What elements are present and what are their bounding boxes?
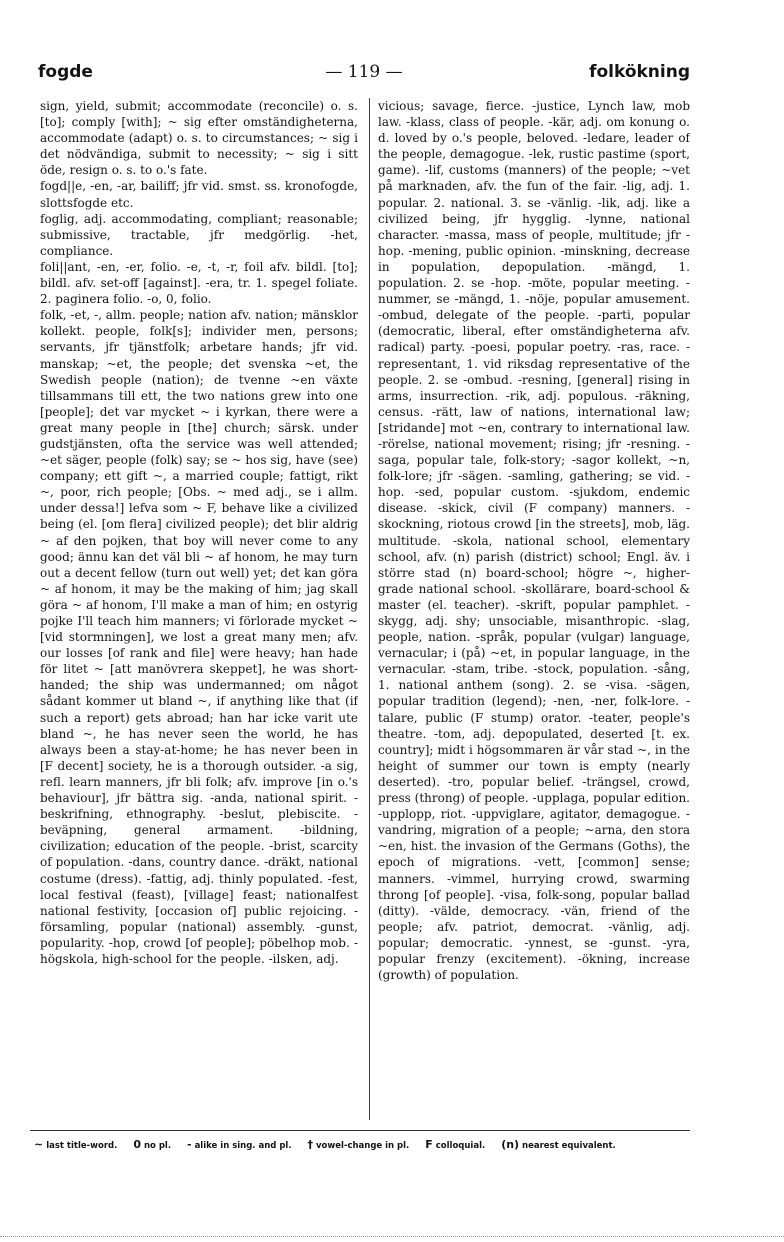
dictionary-entry: folk, -et, -, allm. people; nation afv. nation; mänsklor kollekt. people, folk[s]; individer men, persons; servants, jfr tjänstfolk; arbetare hands; jfr vid. manskap; ~et, the people; det svenska ~et, the Swedish people (nation); de tvenne ~en växte tillsammans till ett, the two nations grew into one [people]; det var mycket ~ i kyrkan, there were a great many people in [the] church; särsk. under gudstjänsten, ofta the service was well attended; ~et säger, people (folk) say; se ~ hos sig, have (see) company; ett gift ~, a married couple; fattigt, rikt ~, poor, rich people; [Obs. ~ med adj., se i allm. under dessa!] lefva som ~ F, behave like a civilized being (el. [om flera] civilized people); det blir aldrig ~ af den pojken, that boy will never come to any good; ännu kan det väl bli ~ af honom, he may turn out a decent fellow (turn out well) yet; det kan göra ~ af honom, it may be the making of him; jag skall göra ~ af honom, I'll make a man of him; en ostyrig pojke I'll teach him manners; vi förlorade mycket ~ [vid stormningen], we lost a great many men; afv. our losses [of rank and file] were heavy; han hade för litet ~ [att manövrera skeppet], he was short-handed; the ship was undermanned; om något sådant kommer ut bland ~, if anything like that (if such a report) gets abroad; han har icke varit ute bland ~, he has never seen the world, he has always been a stay-at-home; he has never been in [F decent] society, he is a thorough outsider. -a sig, refl. learn manners, jfr bli folk; afv. improve [in o.'s behaviour], jfr bättra sig. -anda, national spirit. -beskrifning, ethnography. -beslut, plebiscite. -beväpning, general armament. -bildning, civilization; education of the people. -brist, scarcity of population. -dans, country dance. -dräkt, national costume (dress). -fattig, adj. thinly populated. -fest, local festival (feast), [village] feast; nationalfest national festivity, [occasion of] public rejoicing. -församling, popular (national) assembly. -gunst, popularity. -hop, crowd [of people]; pöbelhop mob. -högskola, high-school for the people. -ilsken, adj. [40,308,358,966]
footer-divider [30,1130,690,1131]
column-divider [369,98,370,1120]
legend-item: (n) nearest equivalent. [501,1138,616,1151]
dictionary-entry: foglig, adj. accommodating, compliant; reasonable; submissive, tractable, jfr medgörlig. -het, compliance. [40,211,358,258]
dictionary-entry: vicious; savage, fierce. -justice, Lynch law, mob law. -klass, class of people. -kär, adj. om konung o. d. loved by o.'s people, beloved. -ledare, leader of the people, demagogue. -lek, rustic pastime (sport, game). -lif, customs (manners) of the people; ~vet på marknaden, afv. the fun of the fair. -lig, adj. 1. popular. 2. national. 3. se -vänlig. -lik, adj. like a civilized being, jfr hygglig. -lynne, national character. -massa, mass of people, multitude; jfr -hop. -mening, public opinion. -minskning, decrease in population, depopulation. -mängd, 1. population. 2. se -hop. -möte, popular meeting. -nummer, se -mängd, 1. -nöje, popular amusement. -ombud, delegate of the people. -parti, popular (democratic, liberal, efter omständigheterna afv. radical) party. -poesi, popular poetry. -ras, race. -representant, 1. vid riksdag representative of the people. 2. se -ombud. -resning, [general] rising in arms, insurrection. -rik, adj. populous. -räkning, census. -rätt, law of nations, international law; [stridande] mot ~en, contrary to international law. -rörelse, national movement; rising; jfr -resning. -saga, popular tale, folk-story; -sagor kollekt, ~n, folk-lore; jfr -sägen. -samling, gathering; se vid. -hop. -sed, popular custom. -sjukdom, endemic disease. -skick, civil (F company) manners. -skockning, riotous crowd [in the streets], mob, läg. multitude. -skola, national school, elementary school, afv. (n) parish (district) school; Engl. äv. i större stad (n) board-school; högre ~, higher-grade national school. -skollärare, board-school & master (el. teacher). -skrift, popular pamphlet. -skygg, adj. shy; unsociable, misanthropic. -slag, people, nation. -språk, popular (vulgar) language, vernacular; i (på) ~et, in popular language, in the vernacular. -stam, tribe. -stock, population. -sång, 1. national anthem (song). 2. se -visa. -sägen, popular tradition (legend); -nen, -ner, folk-lore. -talare, public (F stump) orator. -teater, people's theatre. -tom, adj. depopulated, deserted [t. ex. country]; midt i högsommaren är vår stad ~, in the height of summer our town is empty (nearly deserted). -tro, popular belief. -trängsel, crowd, press (throng) of people. -upplaga, popular edition. -upplopp, riot. -uppviglare, agitator, demagogue. -vandring, migration of a people; ~arna, den stora ~en, hist. the invasion of the Germans (Goths), the epoch of migrations. -vett, [common] sense; manners. -vimmel, hurrying crowd, swarming throng [of people]. -visa, folk-song, popular ballad (ditty). -välde, democracy. -vän, friend of the people; afv. patriot, democrat. -vänlig, adj. popular; democratic. -ynnest, se -gunst. -yra, popular frenzy (excitement). -ökning, increase (growth) of population. [378,99,690,983]
page-number: — 119 — [325,62,403,82]
right-column [378,98,690,1122]
legend-item: - alike in sing. and pl. [187,1138,292,1151]
dictionary-entry: fogd||e, -en, -ar, bailiff; jfr vid. smst. ss. kronofogde, slottsfogde etc. [40,179,358,210]
running-header [38,62,690,86]
page-edge-dotted-line [0,1236,784,1237]
legend-item: † vowel-change in pl. [307,1138,410,1151]
legend-item: F colloquial. [425,1138,486,1151]
legend-item: ~ last title-word. [34,1138,118,1151]
legend-item: 0 no pl. [133,1138,172,1151]
dictionary-entry: sign, yield, submit; accommodate (reconcile) o. s. [to]; comply [with]; ~ sig efter omständigheterna, accommodate (adapt) o. s. to circumstances; ~ sig i det nödvändiga, submit to necessity; ~ sig i sitt öde, resign o. s. to o.'s fate. [40,99,358,178]
left-column [40,98,358,1122]
header-right-headword: folkökning [589,62,690,82]
header-left-headword: fogde [38,62,93,82]
dictionary-entry: foli||ant, -en, -er, folio. -e, -t, -r, foil afv. bildl. [to]; bildl. afv. set-off [against]. -era, tr. 1. spegel foliate. 2. paginera folio. -o, 0, folio. [40,259,358,307]
abbreviation-legend [34,1138,694,1154]
